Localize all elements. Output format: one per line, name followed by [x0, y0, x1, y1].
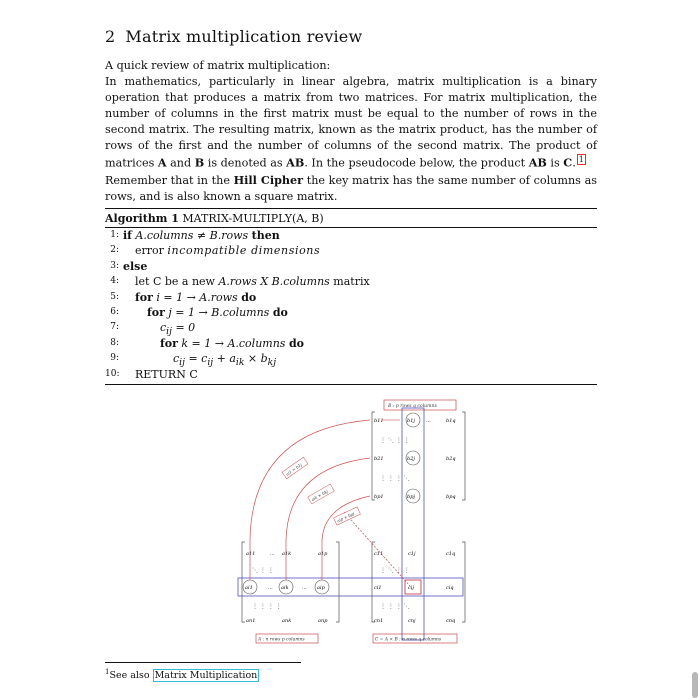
b-cell: b11 — [374, 418, 384, 424]
text-run: is — [546, 156, 564, 170]
c-cell: c1j — [408, 551, 416, 557]
algorithm-line — [105, 259, 597, 274]
ellipsis: ... — [302, 585, 307, 591]
code: $c_{ij} = c_{ij} + a_{ik} \times b_{kj}$ — [173, 352, 277, 369]
return-statement: RETURN C — [135, 367, 198, 381]
a-cell: a11 — [246, 551, 256, 557]
line-number: 7: — [110, 322, 119, 333]
b-cell: bpj — [407, 494, 415, 500]
keyword: do — [272, 305, 288, 319]
line-number: 3: — [110, 260, 119, 271]
a-label: A : n rows p columns — [258, 637, 305, 643]
keyword: for — [160, 336, 178, 350]
product-label: aip × bpj — [336, 511, 356, 524]
sum-arrow — [344, 512, 410, 586]
algorithm-line — [105, 290, 597, 305]
algorithm-line — [105, 351, 597, 369]
matrix-a: A — [157, 155, 167, 170]
line-number: 1: — [110, 230, 119, 240]
code: $c_{ij} = 0$ — [160, 321, 196, 338]
algorithm-line — [105, 228, 597, 243]
c-cell: cnj — [408, 618, 416, 624]
text-run: the key matrix has the same number of columns as rows, and is also known a square matrix. — [105, 173, 597, 203]
product-label: ai1 × b1j — [284, 462, 303, 477]
scrollbar-thumb[interactable] — [692, 672, 698, 698]
condition: A.columns ≠ B.rows — [135, 229, 249, 242]
keyword: if — [123, 229, 132, 242]
algorithm-label: Algorithm 1 — [105, 212, 179, 225]
code — [123, 228, 280, 243]
code — [123, 259, 147, 274]
a-cell: ai1 — [245, 585, 253, 591]
algorithm-block — [105, 208, 597, 385]
a-cell: aik — [281, 585, 289, 591]
line-number: 4: — [110, 276, 119, 287]
algorithm-line — [105, 320, 597, 338]
text-run: and — [166, 156, 195, 170]
b-cell: b1q — [446, 418, 456, 424]
product-label: aik × bkj — [310, 488, 329, 503]
line-number: 9: — [110, 353, 119, 364]
algorithm-name: MATRIX-MULTIPLY(A, B) — [182, 212, 324, 225]
section-number: 2 — [105, 27, 116, 46]
a-cell: a1p — [318, 551, 328, 557]
b-cell: b1j — [407, 418, 415, 424]
footnote-mark: 1 — [105, 668, 110, 676]
svg-text:⋮ ⋮ ⋮ ⋮: ⋮ ⋮ ⋮ ⋮ — [252, 603, 282, 610]
line-number: 2: — [110, 245, 119, 256]
section-heading — [105, 27, 362, 46]
footnote-rule — [105, 662, 301, 663]
b-cell: bp1 — [374, 494, 384, 500]
algorithm-line — [105, 305, 597, 320]
dimensions: A.rows X B.columns — [218, 275, 330, 289]
ellipsis: ... — [268, 585, 273, 591]
svg-text:⋱ ⋮ ⋮: ⋱ ⋮ ⋮ — [252, 567, 274, 574]
line-number: 8: — [110, 337, 119, 348]
a-cell: aip — [317, 585, 325, 591]
a-cell: ank — [282, 618, 292, 624]
text-run: Remember that in the — [105, 173, 234, 187]
algorithm-line — [105, 243, 597, 258]
algorithm-caption — [105, 209, 597, 227]
text-run: . In the pseudocode below, the product — [304, 156, 529, 170]
code — [135, 290, 256, 305]
loop-range: k = 1 → A.columns — [181, 336, 286, 350]
b-cell: b2q — [446, 456, 456, 462]
hill-cipher-note — [105, 172, 597, 205]
a-cell: anp — [318, 618, 328, 624]
c-cell: ciq — [446, 585, 454, 591]
svg-text:⋮ ⋮ ⋮ ⋱: ⋮ ⋮ ⋮ ⋱ — [380, 603, 410, 610]
text-run: . — [572, 156, 576, 170]
b-cell: b2j — [407, 456, 415, 462]
keyword: else — [123, 259, 148, 273]
matrix-b: B — [194, 155, 205, 170]
keyword: then — [251, 229, 280, 242]
hill-cipher-term: Hill Cipher — [233, 172, 304, 187]
a-cell: an1 — [246, 618, 256, 624]
section-title: Matrix multiplication review — [125, 27, 363, 46]
intro-line: A quick review of matrix multiplication: — [105, 59, 331, 72]
code — [160, 336, 304, 351]
error-message: incompatible dimensions — [167, 244, 321, 258]
footnote-link[interactable]: 1 — [578, 155, 584, 164]
svg-text:⋮ ⋮ ⋮ ⋱: ⋮ ⋮ ⋮ ⋱ — [380, 475, 410, 482]
a-left-bracket — [242, 542, 245, 622]
c-cell: c1q — [446, 551, 456, 557]
keyword: for — [147, 305, 165, 319]
keyword: do — [288, 336, 304, 350]
c-cell: c11 — [374, 551, 384, 557]
c-cell: ci1 — [374, 585, 382, 591]
text-run: error — [135, 244, 168, 258]
b-right-bracket — [462, 412, 465, 500]
keyword: do — [241, 290, 257, 304]
algorithm-bottom-rule — [105, 384, 597, 385]
b-label: B : p rows q columns — [388, 404, 437, 409]
text-run: let C be a new — [135, 275, 219, 289]
footnote-link[interactable]: Matrix Multiplication — [154, 670, 258, 682]
code — [135, 243, 320, 258]
c-cell: cnq — [446, 618, 456, 624]
b-cell: bpq — [446, 494, 456, 500]
c-label: C = A × B : n rows q columns — [375, 637, 442, 643]
line-number: 10: — [105, 368, 120, 379]
c-cell: cij — [408, 585, 414, 591]
text-run: matrix — [329, 275, 370, 289]
svg-text:⋮ ⋱ ⋮ ⋮: ⋮ ⋱ ⋮ ⋮ — [380, 567, 410, 574]
code — [135, 274, 370, 289]
c-right-bracket — [462, 542, 465, 622]
c-cell: cn1 — [374, 618, 384, 624]
text-run: c — [173, 352, 180, 366]
b-cell: b21 — [374, 456, 384, 462]
code — [135, 367, 198, 382]
keyword: for — [135, 290, 153, 304]
svg-text:⋮ ⋱ ⋮ ⋮: ⋮ ⋱ ⋮ ⋮ — [380, 437, 410, 444]
matrix-multiplication-diagram — [230, 390, 470, 650]
body-paragraph — [105, 58, 597, 205]
text-run: c — [160, 321, 167, 335]
ellipsis: ... — [426, 418, 431, 424]
line-number: 6: — [110, 306, 119, 317]
algorithm-line — [105, 367, 597, 382]
a-right-bracket — [336, 542, 339, 622]
code — [147, 305, 288, 320]
loop-range: j = 1 → B.columns — [168, 305, 270, 319]
text-run: is denoted as — [204, 156, 287, 170]
definition-paragraph — [105, 74, 597, 172]
line-number: 5: — [110, 291, 119, 302]
product-ab: AB — [286, 155, 305, 170]
algorithm-line — [105, 336, 597, 351]
algorithm-line — [105, 274, 597, 289]
product-arc-1 — [250, 420, 370, 540]
a-cell: a1k — [282, 551, 292, 557]
ellipsis: ... — [270, 551, 275, 557]
matrix-c: C — [563, 155, 573, 170]
footnote — [105, 668, 259, 681]
footnote-text: See also — [109, 670, 153, 682]
loop-range: i = 1 → A.rows — [156, 290, 238, 304]
product-ab: AB — [528, 155, 547, 170]
text-run: In mathematics, particularly in linear algebra, matrix multiplication is a binary operation that produces a matrix from two matrices. For matrix multiplication, the number of columns in the first matrix must be equal to the number of rows in the second matrix. The resulting matrix, known as the matrix product, has the number of rows of the first and the number of columns of the second matrix. The product of matrices — [105, 75, 597, 170]
